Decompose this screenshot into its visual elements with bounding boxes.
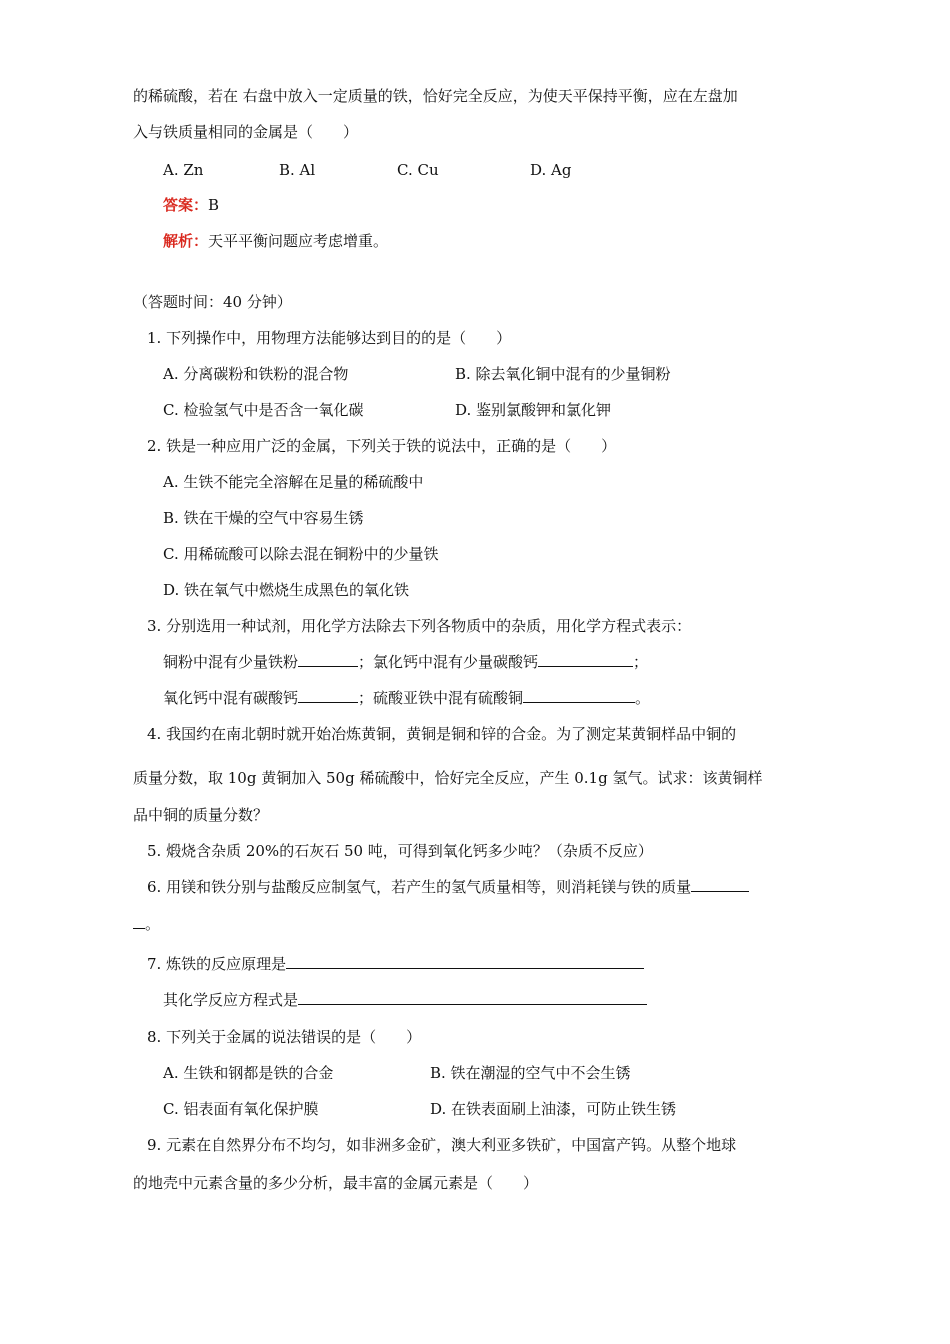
q7-label-1: 7. 炼铁的反应原理是 [147, 955, 287, 973]
q6-line-1 [147, 877, 749, 897]
q1-option-b: B. 除去氧化铜中混有的少量铜粉 [455, 365, 671, 383]
q3-sep-1: ； [358, 653, 374, 671]
q7-blank-1[interactable] [286, 954, 644, 969]
q7-line-2 [163, 990, 647, 1010]
q2-option-d: D. 铁在氧气中燃烧生成黑色的氧化铁 [163, 581, 410, 599]
q3-blank-1[interactable] [298, 652, 358, 667]
q3-blank-3[interactable] [298, 688, 358, 703]
q2-option-a: A. 生铁不能完全溶解在足量的稀硫酸中 [163, 473, 424, 491]
q3-part-3: 氧化钙中混有碳酸钙 [163, 689, 299, 707]
q3-stem: 3. 分别选用一种试剂，用化学方法除去下列各物质中的杂质，用化学方程式表示： [147, 617, 692, 635]
q3-sep-3: ； [358, 689, 374, 707]
intro-option-d: D. Ag [530, 161, 572, 179]
q1-option-d: D. 鉴别氯酸钾和氯化钾 [455, 401, 612, 419]
q5-stem: 5. 煅烧含杂质 20%的石灰石 50 吨，可得到氧化钙多少吨？（杂质不反应） [147, 842, 653, 860]
q4-line-1: 4. 我国约在南北朝时就开始冶炼黄铜，黄铜是铜和锌的合金。为了测定某黄铜样品中铜的 [147, 725, 737, 743]
q7-blank-2[interactable] [298, 990, 647, 1005]
q6-end: 。 [145, 915, 161, 933]
q4-line-3: 品中铜的质量分数？ [133, 806, 269, 824]
q4-line-2: 质量分数，取 10g 黄铜加入 50g 稀硫酸中，恰好完全反应，产生 0.1g 氢气。试求：该黄铜样 [133, 769, 763, 787]
analysis-line [163, 231, 388, 251]
answer-value: B [208, 196, 220, 214]
analysis-text: 天平平衡问题应考虑增重。 [208, 232, 389, 250]
q3-blank-line-1 [163, 652, 648, 672]
q8-option-c: C. 铝表面有氧化保护膜 [163, 1100, 319, 1118]
q2-option-b: B. 铁在干燥的空气中容易生锈 [163, 509, 364, 527]
q2-stem: 2. 铁是一种应用广泛的金属，下列关于铁的说法中，正确的是（ ） [147, 437, 617, 455]
q3-part-4: 硫酸亚铁中混有硫酸铜 [373, 689, 524, 707]
intro-option-b: B. Al [279, 161, 316, 179]
intro-option-c: C. Cu [397, 161, 439, 179]
q8-option-d: D. 在铁表面刷上油漆，可防止铁生锈 [430, 1100, 677, 1118]
q8-stem: 8. 下列关于金属的说法错误的是（ ） [147, 1028, 422, 1046]
answer-label: 答案： [163, 196, 209, 214]
q7-line-1 [147, 954, 644, 974]
analysis-label: 解析： [163, 232, 209, 250]
q9-line-1: 9. 元素在自然界分布不均匀，如非洲多金矿，澳大利亚多铁矿，中国富产钨。从整个地球 [147, 1136, 737, 1154]
q3-blank-4[interactable] [523, 688, 635, 703]
intro-line-2: 入与铁质量相同的金属是（ ） [133, 123, 359, 141]
q2-option-c: C. 用稀硫酸可以除去混在铜粉中的少量铁 [163, 545, 439, 563]
q3-blank-line-2 [163, 688, 650, 708]
intro-option-a: A. Zn [163, 161, 204, 179]
q6-text: 6. 用镁和铁分别与盐酸反应制氢气，若产生的氢气质量相等，则消耗镁与铁的质量 [147, 878, 692, 896]
q3-part-2: 氯化钙中混有少量碳酸钙 [373, 653, 539, 671]
q6-blank-2[interactable] [133, 914, 145, 929]
q8-option-b: B. 铁在潮湿的空气中不会生锈 [430, 1064, 631, 1082]
q9-line-2: 的地壳中元素含量的多少分析，最丰富的金属元素是（ ） [133, 1174, 539, 1192]
q3-blank-2[interactable] [538, 652, 633, 667]
time-note: （答题时间：40 分钟） [133, 293, 292, 311]
q8-option-a: A. 生铁和钢都是铁的合金 [163, 1064, 334, 1082]
q1-stem: 1. 下列操作中，用物理方法能够达到目的的是（ ） [147, 329, 512, 347]
intro-line-1: 的稀硫酸，若在 右盘中放入一定质量的铁，恰好完全反应，为使天平保持平衡，应在左盘加 [133, 87, 738, 105]
q6-line-2 [133, 914, 160, 934]
q1-option-a: A. 分离碳粉和铁粉的混合物 [163, 365, 349, 383]
q3-sep-2: ； [633, 653, 649, 671]
answer-line [163, 195, 219, 215]
q7-label-2: 其化学反应方程式是 [163, 991, 299, 1009]
q6-blank-1[interactable] [691, 877, 749, 892]
q3-sep-4: 。 [635, 689, 651, 707]
q1-option-c: C. 检验氢气中是否含一氧化碳 [163, 401, 364, 419]
q3-part-1: 铜粉中混有少量铁粉 [163, 653, 299, 671]
